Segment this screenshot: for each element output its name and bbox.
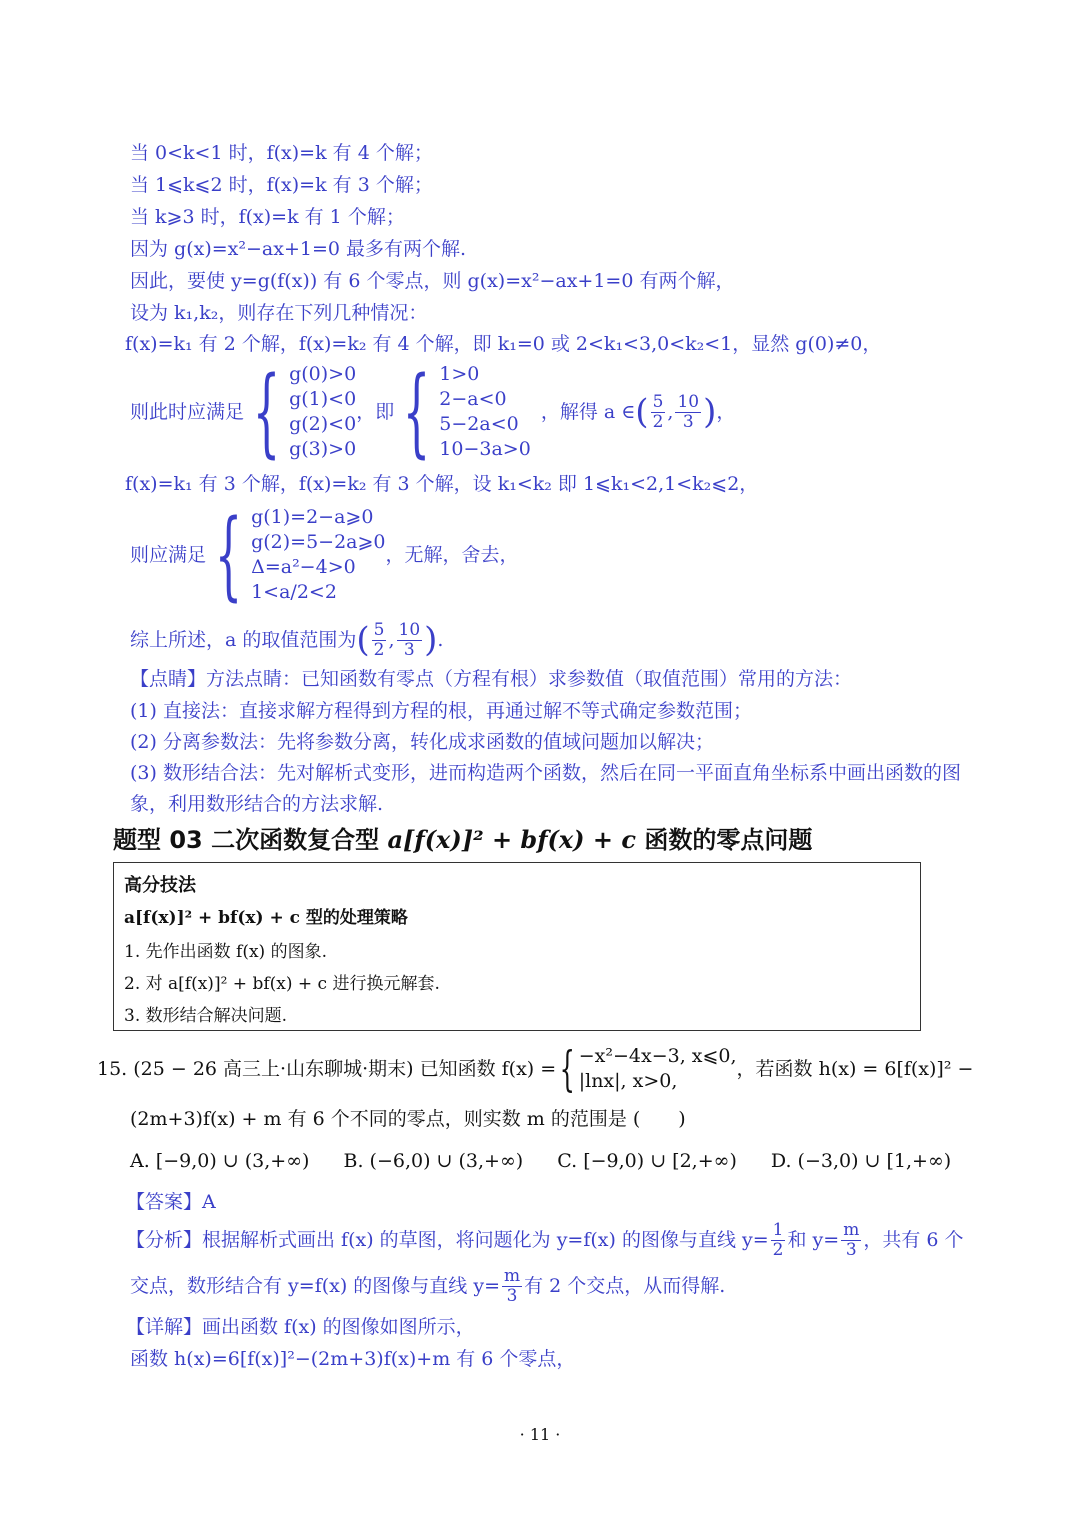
piecewise [579, 1044, 737, 1094]
answer-line: 【答案】A [126, 1191, 216, 1213]
fraction: $\frac{10}{3}$ [398, 619, 421, 660]
problem-line-1 [97, 1041, 974, 1097]
case1-result-prefix: ，解得 a ∈ [540, 401, 636, 423]
problem-source: 15. (25 − 26 高三上·山东聊城·期末) 已知函数 f(x) = [97, 1058, 557, 1080]
piece: −x²−4x−3, x⩽0, [578, 1045, 737, 1067]
analysis-line-1 [126, 1218, 963, 1262]
tip-line: 【点睛】方法点睛：已知函数有零点（方程有根）求参数值（取值范围）常用的方法： [130, 668, 853, 690]
technique-box [113, 862, 921, 1031]
analysis-text: 和 y= [787, 1229, 840, 1251]
problem-line-2: (2m+3)f(x) + m 有 6 个不同的零点，则实数 m 的范围是 ( ) [130, 1108, 686, 1130]
fraction: $\frac{1}{2}$ [772, 1219, 784, 1260]
condition: 2−a<0 [439, 388, 507, 410]
left-brace-icon: { [214, 499, 243, 611]
punct: . [437, 629, 444, 651]
option-a[interactable]: A. [−9,0) ∪ (3,+∞) [130, 1150, 310, 1172]
condition: 10−3a>0 [439, 438, 531, 460]
analysis-text: 【分析】根据解析式画出 f(x) 的草图，将问题化为 y=f(x) 的图像与直线 y= [126, 1229, 769, 1251]
case2-lead: 则应满足 [130, 544, 207, 566]
case1-system: 则此时应满足 { g(0)>0 g(1)<0 g(2)<0 g(3)>0 ，即 { 1>0 2−a<0 5−2a<0 10−3a>0 ，解得 a ∈ ( $\frac{5}{2}$ , $\frac{10}{3}$ ) ， [130, 356, 736, 468]
fraction: $\frac{10}{3}$ [677, 391, 700, 432]
tip-line: 象，利用数形结合的方法求解. [130, 793, 384, 815]
heading-suffix: 函数的零点问题 [635, 826, 813, 854]
tip-line: (2) 分离参数法：先将参数分离，转化成求函数的值域问题加以解决； [130, 731, 714, 753]
summary-line: 综上所述，a 的取值范围为 ( $\frac{5}{2}$ , $\frac{10}{3}$ ) . [130, 619, 444, 660]
heading-expr: a[f(x)]² + bf(x) + c [387, 825, 636, 854]
left-brace-icon: { [252, 356, 281, 468]
solution-line: 因为 g(x)=x²−ax+1=0 最多有两个解. [130, 238, 467, 260]
page-number: · 11 · [519, 1425, 561, 1444]
option-c[interactable]: C. [−9,0) ∪ [2,+∞) [557, 1150, 737, 1172]
detail-line: 函数 h(x)=6[f(x)]²−(2m+3)f(x)+m 有 6 个零点， [130, 1348, 576, 1370]
condition: 5−2a<0 [439, 413, 519, 435]
piece: |lnx|, x>0, [578, 1070, 678, 1092]
fraction: $\frac{m}{3}$ [843, 1219, 860, 1260]
problem-rest: ，若函数 h(x) = 6[f(x)]² − [736, 1058, 974, 1080]
system-b [439, 362, 531, 462]
condition: g(3)>0 [289, 438, 357, 460]
case1-lead: 则此时应满足 [130, 401, 245, 423]
summary-prefix: 综上所述，a 的取值范围为 [130, 629, 357, 651]
option-b[interactable]: B. (−6,0) ∪ (3,+∞) [343, 1150, 524, 1172]
fraction: $\frac{5}{2}$ [373, 619, 385, 660]
box-item: 2. 对 a[f(x)]² + bf(x) + c 进行换元解套. [124, 974, 440, 994]
option-d[interactable]: D. (−3,0) ∪ [1,+∞) [770, 1150, 952, 1172]
box-item: 3. 数形结合解决问题. [124, 1006, 288, 1026]
condition: 1>0 [439, 363, 480, 385]
heading-prefix: 题型 03 二次函数复合型 [113, 826, 388, 854]
solution-line: f(x)=k₁ 有 2 个解，f(x)=k₂ 有 4 个解，即 k₁=0 或 2<k₁<3,0<k₂<1，显然 g(0)≠0， [125, 333, 882, 355]
punct: ， [716, 401, 736, 423]
analysis-text: 交点，数形结合有 y=f(x) 的图像与直线 y= [130, 1275, 500, 1297]
condition: g(0)>0 [289, 363, 357, 385]
condition: g(1)=2−a⩾0 [251, 506, 374, 528]
case2-system [130, 499, 519, 611]
solution-line: 当 k⩾3 时，f(x)=k 有 1 个解； [130, 206, 405, 228]
left-paren-icon: ( [356, 620, 370, 660]
section-heading [113, 820, 812, 855]
system-c [251, 505, 385, 605]
box-item: 1. 先作出函数 f(x) 的图象. [124, 942, 327, 962]
box-title: 高分技法 [124, 875, 196, 896]
left-paren-icon: ( [635, 392, 649, 432]
solution-line: 因此，要使 y=g(f(x)) 有 6 个零点，则 g(x)=x²−ax+1=0 有两个解， [130, 270, 735, 292]
solution-line: 当 0<k<1 时，f(x)=k 有 4 个解； [130, 142, 433, 164]
tip-line: (3) 数形结合法：先对解析式变形，进而构造两个函数，然后在同一平面直角坐标系中画出函数的图 [130, 762, 961, 784]
condition: g(1)<0 [289, 388, 357, 410]
solution-line: 当 1⩽k⩽2 时，f(x)=k 有 3 个解； [130, 174, 433, 196]
left-brace-icon: { [559, 1041, 576, 1097]
right-paren-icon: ) [703, 392, 717, 432]
case1-mid: ，即 [356, 401, 395, 423]
case2-result: ，无解，舍去， [385, 544, 519, 566]
detail-line: 【详解】画出函数 f(x) 的图像如图所示， [126, 1316, 475, 1338]
tip-line: (1) 直接法：直接求解方程得到方程的根，再通过解不等式确定参数范围； [130, 700, 752, 722]
options-row [130, 1148, 951, 1174]
condition: g(2)<0 [289, 413, 357, 435]
solution-line: 设为 k₁,k₂，则存在下列几种情况： [130, 302, 428, 324]
condition: g(2)=5−2a⩾0 [251, 531, 386, 553]
left-brace-icon: { [402, 356, 431, 468]
analysis-line-2 [130, 1264, 725, 1308]
condition: 1<a/2<2 [251, 581, 337, 603]
box-subtitle: a[f(x)]² + bf(x) + c 型的处理策略 [124, 908, 408, 928]
analysis-text: 有 2 个交点，从而得解. [524, 1275, 726, 1297]
fraction: $\frac{m}{3}$ [504, 1265, 521, 1306]
analysis-text: ，共有 6 个 [863, 1229, 964, 1251]
condition: Δ=a²−4>0 [251, 556, 356, 578]
right-paren-icon: ) [424, 620, 438, 660]
system-a [289, 362, 356, 462]
fraction: $\frac{5}{2}$ [652, 391, 664, 432]
case2-line: f(x)=k₁ 有 3 个解，f(x)=k₂ 有 3 个解，设 k₁<k₂ 即 1⩽k₁<2,1<k₂⩽2， [125, 473, 759, 495]
